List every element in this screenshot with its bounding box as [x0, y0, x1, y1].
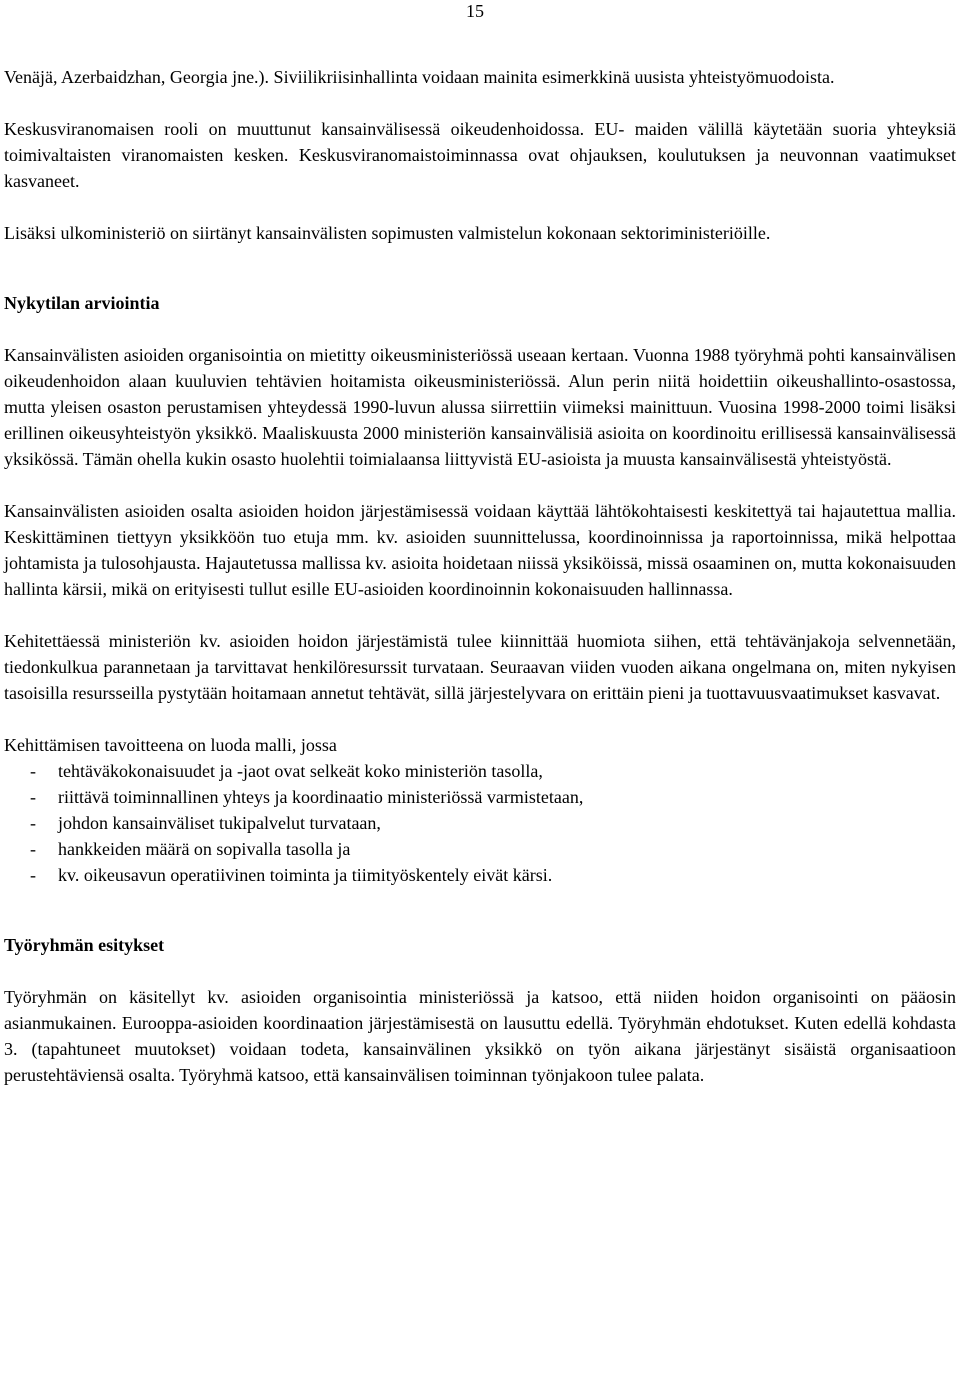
list-dash: -	[30, 865, 36, 885]
list-dash: -	[30, 839, 36, 859]
paragraph-centralised-vs-distributed: Kansainvälisten asioiden osalta asioiden hoidon järjestämisessä voidaan käyttää lähtökohtaisesti keskitettyä tai hajautettua mallia. Keskittäminen tiettyyn yksikköön tuo etuja mm. kv. asioiden suunnittelussa, koordinoinnissa ja raportoinnissa, mikä helpottaa johtamista ja tulosohjausta. Hajautetussa mallissa kv. asioita hoidetaan niissä yksiköissä, missä osaaminen on, mutta kokonaisuuden hallinta kärsii, mikä on erityisesti tullut esille EU-asioiden koordinoinnin kokonaisuuden hallinnassa.	[4, 501, 956, 599]
list-dash: -	[30, 787, 36, 807]
list-item	[4, 784, 956, 810]
paragraph-goal-intro: Kehittämisen tavoitteena on luoda malli, jossa	[4, 735, 337, 755]
heading-working-group-proposals: Työryhmän esitykset	[4, 935, 165, 955]
document-body	[4, 64, 956, 1088]
page-number: 15	[466, 1, 484, 21]
paragraph-central-authority: Keskusviranomaisen rooli on muuttunut kansainvälisessä oikeudenhoidossa. EU- maiden välillä käytetään suoria yhteyksiä toimivaltaisten viranomaisten kesken. Keskusviranomaistoiminnassa ovat ohjauksen, koulutuksen ja neuvonnan vaatimukset kasvaneet.	[4, 119, 956, 191]
list-item-text: johdon kansainväliset tukipalvelut turvataan,	[58, 813, 381, 833]
list-item-text: kv. oikeusavun operatiivinen toiminta ja tiimityöskentely eivät kärsi.	[58, 865, 553, 885]
list-item-text: riittävä toiminnallinen yhteys ja koordinaatio ministeriössä varmistetaan,	[58, 787, 584, 807]
list-item-text: hankkeiden määrä on sopivalla tasolla ja	[58, 839, 351, 859]
list-dash: -	[30, 813, 36, 833]
paragraph-intro: Venäjä, Azerbaidzhan, Georgia jne.). Siviilikriisinhallinta voidaan mainita esimerkkinä uusista yhteistyömuodoista.	[4, 67, 835, 87]
paragraph-organisation-history: Kansainvälisten asioiden organisointia on mietitty oikeusministeriössä useaan kertaan. Vuonna 1988 työryhmä pohti kansainvälisen oikeudenhoidon alaan kuuluvien tehtävien hoitamista oikeusministeriössä. Alun perin niitä hoidettiin oikeushallinto-osastossa, mutta yleisen osaston perustamisen yhteydessä 1990-luvun alussa siirrettiin viimeksi mainittuun. Vuosina 1998-2000 toimi lisäksi erillinen oikeusyhteistyön yksikkö. Maaliskuusta 2000 ministeriön kansainvälisiä asioita on koordinoitu erillisessä kansainvälisessä yksikössä. Tämän ohella kukin osasto huolehtii toimialaansa liittyvistä EU-asioista ja muusta kansainvälisestä yhteistyöstä.	[4, 345, 956, 469]
heading-current-assessment: Nykytilan arviointia	[4, 293, 160, 313]
paragraph-working-group: Työryhmän on käsitellyt kv. asioiden organisointia ministeriössä ja katsoo, että niiden hoidon organisointi on pääosin asianmukainen. Eurooppa-asioiden koordinaation järjestämisestä on lausuttu edellä. Työryhmän ehdotukset. Kuten edellä kohdasta 3. (tapahtuneet muutokset) voidaan todeta, kansainvälinen yksikkö on työn aikana järjestänyt sisäistä organisaatioon perustehtäviensä osalta. Työryhmä katsoo, että kansainvälisen toiminnan työnjakoon tulee palata.	[4, 987, 956, 1085]
list-item-text: tehtäväkokonaisuudet ja -jaot ovat selkeät koko ministeriön tasolla,	[58, 761, 543, 781]
list-dash: -	[30, 761, 36, 781]
list-item	[4, 758, 956, 784]
goal-list	[4, 758, 956, 888]
paragraph-foreign-ministry: Lisäksi ulkoministeriö on siirtänyt kansainvälisten sopimusten valmistelun kokonaan sektoriministeriöille.	[4, 223, 771, 243]
list-item	[4, 862, 956, 888]
paragraph-development: Kehitettäessä ministeriön kv. asioiden hoidon järjestämistä tulee kiinnittää huomiota siihen, että tehtävänjakoja selvennetään, tiedonkulkua parannetaan ja tarvittavat henkilöresurssit turvataan. Seuraavan viiden vuoden aikana ongelmana on, miten nykyisen tasoisilla resursseilla pystytään hoitamaan annetut tehtävät, sillä järjestelyvara on erittäin pieni ja tuottavuusvaatimukset kasvavat.	[4, 631, 956, 703]
list-item	[4, 810, 956, 836]
list-item	[4, 836, 956, 862]
